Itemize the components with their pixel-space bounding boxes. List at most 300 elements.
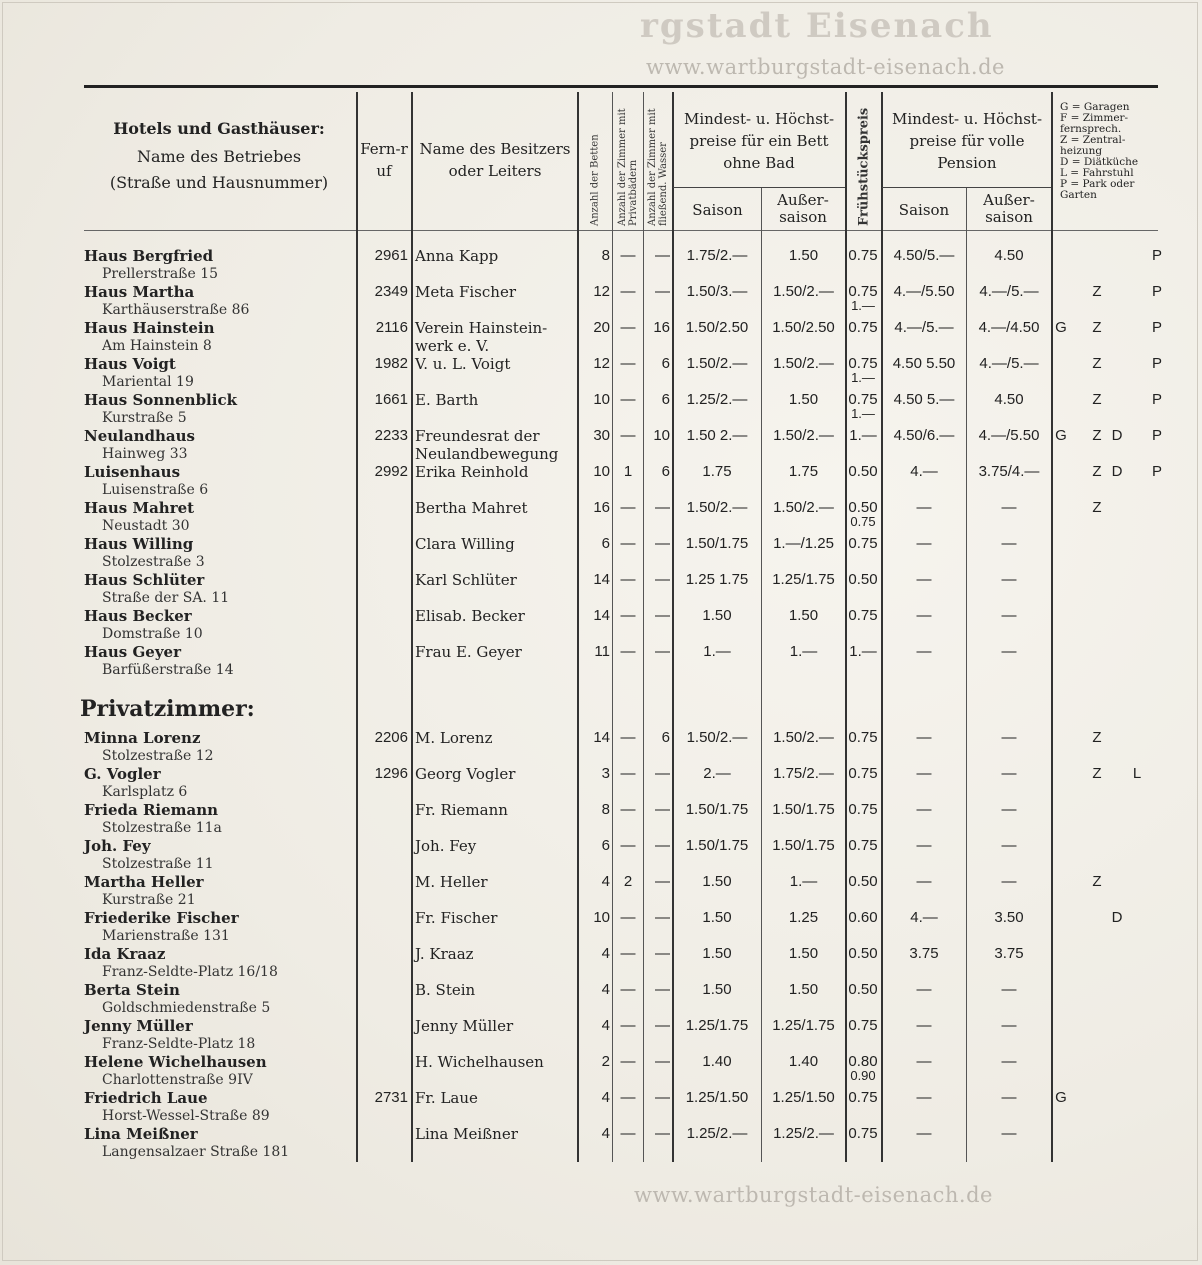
cell-p: P: [1151, 427, 1162, 444]
cell-beds: 10: [593, 463, 610, 480]
cell-fr: 0.50: [848, 463, 878, 480]
cell-z: Z: [1092, 765, 1102, 782]
cell-owner: E. Barth: [415, 391, 479, 409]
cell-ba: 1.50/1.75: [772, 837, 835, 854]
cell-p: P: [1151, 355, 1162, 372]
cell-beds: 30: [593, 427, 610, 444]
cell-ba: 1.75/2.—: [773, 765, 834, 782]
cell-name: Friederike Fischer: [84, 909, 239, 927]
cell-beds: 14: [593, 607, 610, 624]
cell-fr: 0.75: [848, 1125, 878, 1142]
cell-bath: —: [620, 837, 636, 854]
cell-bath: 1: [623, 463, 633, 480]
cell-bs: 1.50/3.—: [686, 283, 748, 300]
cell-tel: 2233: [374, 427, 408, 444]
cell-owner-line2: werk e. V.: [415, 337, 490, 355]
cell-bs: 1.25/1.75: [685, 1017, 749, 1034]
cell-name: Haus Voigt: [84, 355, 176, 373]
cell-ps: —: [916, 801, 932, 818]
cell-owner: Erika Reinhold: [415, 463, 529, 481]
cell-ps: 4.50 5.—: [893, 391, 955, 408]
cell-ps: 4.—: [910, 909, 938, 926]
header-prices-bed: Mindest- u. Höchst-preise für ein Bett ohne Bad: [683, 110, 835, 172]
cell-d: D: [1111, 909, 1123, 926]
cell-owner: Anna Kapp: [415, 247, 499, 265]
cell-ps: —: [916, 607, 932, 624]
cell-z: Z: [1092, 427, 1102, 444]
cell-ps: 4.50 5.50: [892, 355, 956, 372]
cell-g: G: [1055, 319, 1067, 336]
cell-owner: Fr. Riemann: [415, 801, 508, 819]
cell-fr: 0.50: [848, 499, 878, 516]
cell-ba: 1.50/2.—: [773, 499, 834, 516]
cell-name: Haus Sonnenblick: [84, 391, 237, 409]
cell-owner: Freundesrat der: [415, 427, 540, 445]
cell-ps: —: [916, 765, 932, 782]
cell-name: Lina Meißner: [84, 1125, 198, 1143]
cell-name: Haus Schlüter: [84, 571, 205, 589]
cell-name: Friedrich Laue: [84, 1089, 208, 1107]
legend-item: P = Park oder Garten: [1060, 178, 1135, 201]
cell-pa: —: [1001, 607, 1017, 624]
header-wasser: Anzahl der Zimmer mit fließend. Wasser: [647, 108, 669, 226]
cell-ba: 1.50/2.—: [773, 283, 834, 300]
cell-p: P: [1151, 283, 1162, 300]
legend-item: L = Fahrstuhl: [1060, 167, 1134, 179]
cell-tel: 2206: [374, 729, 408, 746]
cell-fr: 0.80: [848, 1053, 878, 1070]
header-ausser: Außer-saison: [777, 191, 829, 226]
cell-ba: 1.25/1.75: [772, 571, 835, 588]
legend-item: F = Zimmer-fernsprech.: [1060, 112, 1129, 135]
cell-tel: 1982: [374, 355, 408, 372]
cell-bath: —: [620, 729, 636, 746]
cell-ps: —: [916, 643, 932, 660]
cell-water: —: [655, 801, 670, 818]
cell-ps: 4.—: [910, 463, 938, 480]
header-ausser: Außer-saison: [983, 191, 1035, 226]
cell-ps: —: [916, 837, 932, 854]
cell-bath: —: [620, 981, 636, 998]
cell-fr: 0.75: [848, 729, 878, 746]
table-top-rule: [84, 85, 1158, 88]
cell-tel: 2992: [374, 463, 408, 480]
cell-z: Z: [1092, 355, 1102, 372]
cell-bath: —: [620, 801, 636, 818]
cell-g: G: [1055, 1089, 1067, 1106]
cell-ps: —: [916, 873, 932, 890]
cell-p: P: [1151, 391, 1162, 408]
cell-ps: —: [916, 571, 932, 588]
cell-fr: 0.75: [848, 283, 878, 300]
watermark-top: www.wartburgstadt-eisenach.de: [646, 55, 1005, 79]
cell-beds: 2: [601, 1053, 610, 1070]
cell-name: Helene Wichelhausen: [84, 1053, 267, 1071]
header-saison: Saison: [692, 201, 743, 219]
cell-beds: 4: [601, 945, 610, 962]
cell-fr-alt: 0.75: [850, 514, 876, 529]
cell-address: Franz-Seldte-Platz 16/18: [102, 964, 278, 980]
cell-ps: —: [916, 981, 932, 998]
cell-ba: 1.50: [788, 247, 819, 264]
cell-owner: V. u. L. Voigt: [415, 355, 511, 373]
cell-fr: 0.75: [848, 837, 878, 854]
cell-fr: 0.75: [848, 319, 878, 336]
cell-water: —: [655, 981, 670, 998]
cell-ba: 1.50/2.—: [773, 427, 834, 444]
cell-water: —: [655, 247, 670, 264]
cell-bath: —: [620, 499, 636, 516]
cell-beds: 14: [593, 571, 610, 588]
cell-pa: 4.—/5.50: [978, 427, 1040, 444]
cell-owner: Jenny Müller: [415, 1017, 514, 1035]
cell-water: —: [655, 499, 670, 516]
cell-bs: 1.50/2.—: [686, 499, 748, 516]
cell-beds: 4: [601, 1125, 610, 1142]
cell-beds: 10: [593, 909, 610, 926]
cell-owner-line2: Neulandbewegung: [415, 445, 559, 463]
cell-fr: 0.75: [848, 1017, 878, 1034]
cell-ps: 4.50/5.—: [893, 247, 955, 264]
cell-water: —: [655, 837, 670, 854]
cell-bs: 1.25 1.75: [685, 571, 749, 588]
cell-owner: Lina Meißner: [415, 1125, 518, 1143]
cell-fr: 0.75: [848, 247, 878, 264]
cell-address: Domstraße 10: [102, 626, 203, 642]
cell-bath: —: [620, 1017, 636, 1034]
cell-tel: 1296: [374, 765, 408, 782]
cell-bath: —: [620, 571, 636, 588]
legend-item: D = Diätküche: [1060, 156, 1139, 168]
cell-pa: —: [1001, 499, 1017, 516]
header-title-line: (Straße und Hausnummer): [109, 173, 329, 192]
cell-owner: Georg Vogler: [415, 765, 516, 783]
cell-address: Karlsplatz 6: [102, 784, 188, 800]
cell-pa: —: [1001, 643, 1017, 660]
cell-owner: M. Heller: [415, 873, 488, 891]
cell-owner: M. Lorenz: [415, 729, 493, 747]
cell-name: Haus Becker: [84, 607, 192, 625]
cell-name: Jenny Müller: [84, 1017, 193, 1035]
cell-address: Kurstraße 21: [102, 892, 196, 908]
cell-bath: —: [620, 427, 636, 444]
cell-name: Neulandhaus: [84, 427, 195, 445]
cell-beds: 4: [601, 1017, 610, 1034]
cell-owner: B. Stein: [415, 981, 476, 999]
cell-ps: 4.—/5.50: [893, 283, 955, 300]
cell-fr: 0.75: [848, 765, 878, 782]
cell-water: —: [655, 1089, 670, 1106]
cell-water: 6: [661, 729, 670, 746]
cell-ba: 1.25/2.—: [773, 1125, 834, 1142]
cell-fr: 0.75: [848, 801, 878, 818]
cell-owner: Fr. Laue: [415, 1089, 478, 1107]
cell-bath: —: [620, 1053, 636, 1070]
cell-bs: 1.25/2.—: [686, 1125, 748, 1142]
cell-bs: 1.50: [702, 981, 732, 998]
cell-owner: J. Kraaz: [415, 945, 474, 963]
cell-pa: —: [1001, 729, 1017, 746]
cell-z: Z: [1092, 729, 1102, 746]
cell-bs: 1.—: [703, 643, 731, 660]
cell-pa: 4.50: [994, 247, 1024, 264]
cell-address: Luisenstraße 6: [102, 482, 209, 498]
cell-p: P: [1151, 463, 1162, 480]
cell-bath: —: [620, 319, 636, 336]
cell-address: Karthäuserstraße 86: [102, 302, 250, 318]
cell-l: L: [1132, 765, 1142, 782]
header-prices-pension: Mindest- u. Höchst-preise für volle Pension: [891, 110, 1043, 172]
cell-bath: —: [620, 283, 636, 300]
cell-bath: —: [620, 247, 636, 264]
cell-p: P: [1151, 247, 1162, 264]
cell-address: Langensalzaer Straße 181: [102, 1144, 290, 1160]
cell-fr: 0.75: [848, 607, 878, 624]
cell-fr-alt: 1.—: [851, 406, 875, 421]
header-title-line: Name des Betriebes: [136, 147, 302, 166]
cell-pa: 3.50: [994, 909, 1024, 926]
header-betten: Anzahl der Betten: [589, 134, 601, 226]
cell-pa: —: [1001, 765, 1017, 782]
cell-ba: 1.50: [788, 981, 819, 998]
cell-bath: —: [620, 765, 636, 782]
cell-water: 6: [661, 355, 670, 372]
cell-z: Z: [1092, 873, 1102, 890]
cell-name: Frieda Riemann: [84, 801, 219, 819]
cell-water: —: [655, 945, 670, 962]
cell-ps: —: [916, 1053, 932, 1070]
cell-name: Ida Kraaz: [84, 945, 166, 963]
cell-beds: 3: [601, 765, 610, 782]
cell-bs: 1.40: [702, 1053, 732, 1070]
legend-item: G = Garagen: [1060, 101, 1130, 113]
cell-owner: Bertha Mahret: [415, 499, 528, 517]
cell-ps: —: [916, 535, 932, 552]
col-rule: [411, 92, 413, 1162]
cell-z: Z: [1092, 499, 1102, 516]
ghost-title: rgstadt Eisenach: [640, 6, 994, 46]
cell-bath: —: [620, 643, 636, 660]
cell-fr: 0.50: [848, 945, 878, 962]
cell-ps: —: [916, 729, 932, 746]
cell-bs: 1.75/2.—: [686, 247, 748, 264]
cell-bath: —: [620, 391, 636, 408]
cell-ba: 1.25: [788, 909, 819, 926]
cell-beds: 6: [601, 837, 610, 854]
cell-ba: 1.—: [789, 873, 818, 890]
header-bottom-rule: [84, 230, 1158, 231]
cell-pa: —: [1001, 1053, 1017, 1070]
cell-water: —: [655, 1017, 670, 1034]
cell-name: Martha Heller: [84, 873, 204, 891]
cell-ba: 1.50: [788, 607, 819, 624]
cell-address: Stolzestraße 12: [102, 748, 214, 764]
cell-water: —: [655, 1053, 670, 1070]
cell-tel: 2349: [374, 283, 408, 300]
cell-bs: 1.25/2.—: [686, 391, 748, 408]
cell-g: G: [1055, 427, 1067, 444]
cell-name: Joh. Fey: [84, 837, 151, 855]
cell-d: D: [1111, 463, 1123, 480]
cell-beds: 12: [593, 355, 610, 372]
cell-water: —: [655, 607, 670, 624]
cell-address: Neustadt 30: [102, 518, 190, 534]
cell-bs: 1.25/1.50: [685, 1089, 749, 1106]
header-fruehstueck: Frühstückspreis: [856, 107, 872, 226]
cell-address: Goldschmiedenstraße 5: [102, 1000, 271, 1016]
cell-ps: —: [916, 1017, 932, 1034]
cell-bs: 1.50/2.—: [686, 355, 748, 372]
cell-name: Haus Geyer: [84, 643, 181, 661]
cell-bs: 1.75: [702, 463, 732, 480]
cell-name: Luisenhaus: [84, 463, 181, 481]
cell-owner: Joh. Fey: [415, 837, 477, 855]
cell-address: Prellerstraße 15: [102, 266, 219, 282]
cell-address: Charlottenstraße 9IV: [102, 1072, 253, 1088]
cell-water: —: [655, 535, 670, 552]
subheader-rule: [882, 187, 1051, 188]
cell-fr: 0.75: [848, 355, 878, 372]
cell-beds: 4: [601, 1089, 610, 1106]
cell-ba: 1.—/1.25: [773, 535, 834, 552]
cell-tel: 1661: [374, 391, 408, 408]
cell-name: Haus Willing: [84, 535, 194, 553]
cell-address: Franz-Seldte-Platz 18: [102, 1036, 256, 1052]
cell-beds: 4: [601, 873, 610, 890]
cell-pa: —: [1001, 873, 1017, 890]
cell-owner: H. Wichelhausen: [415, 1053, 544, 1071]
cell-fr-alt: 1.—: [851, 298, 875, 313]
section-privatzimmer: Privatzimmer:: [80, 696, 255, 722]
cell-ps: —: [916, 499, 932, 516]
cell-water: 16: [653, 319, 670, 336]
cell-beds: 8: [601, 247, 610, 264]
legend-item: Z = Zentral-heizung: [1060, 134, 1126, 157]
cell-water: —: [655, 1125, 670, 1142]
cell-pa: 3.75/4.—: [978, 463, 1040, 480]
cell-address: Barfüßerstraße 14: [102, 662, 234, 678]
cell-ba: 1.50/2.50: [772, 319, 835, 336]
cell-owner: Meta Fischer: [415, 283, 516, 301]
cell-water: 6: [661, 463, 670, 480]
cell-water: —: [655, 643, 670, 660]
header-title: [84, 118, 354, 194]
header-saison: Saison: [898, 201, 950, 219]
cell-pa: —: [1001, 1125, 1017, 1142]
cell-owner: Clara Willing: [415, 535, 515, 553]
cell-address: Straße der SA. 11: [102, 590, 230, 606]
cell-bs: 2.—: [703, 765, 731, 782]
cell-bath: —: [620, 1089, 636, 1106]
cell-bs: 1.50: [702, 873, 732, 890]
col-rule: [577, 92, 579, 1162]
cell-bath: 2: [623, 873, 633, 890]
cell-address: Stolzestraße 11: [102, 856, 214, 872]
cell-p: P: [1151, 319, 1162, 336]
cell-address: Kurstraße 5: [102, 410, 187, 426]
cell-name: Haus Hainstein: [84, 319, 215, 337]
cell-beds: 10: [593, 391, 610, 408]
cell-fr: 0.75: [848, 391, 878, 408]
cell-name: Minna Lorenz: [84, 729, 201, 747]
cell-bs: 1.50: [702, 607, 732, 624]
cell-beds: 6: [601, 535, 610, 552]
cell-water: —: [655, 765, 670, 782]
cell-address: Horst-Wessel-Straße 89: [102, 1108, 270, 1124]
cell-name: Haus Bergfried: [84, 247, 214, 265]
cell-owner: Karl Schlüter: [415, 571, 517, 589]
cell-bath: —: [620, 607, 636, 624]
cell-water: 6: [661, 391, 670, 408]
cell-pa: 4.50: [994, 391, 1024, 408]
cell-owner: Elisab. Becker: [415, 607, 525, 625]
cell-bs: 1.50: [702, 945, 732, 962]
header-title-line: Hotels und Gasthäuser:: [113, 119, 325, 138]
cell-address: Am Hainstein 8: [102, 338, 212, 354]
cell-ba: 1.75: [788, 463, 819, 480]
cell-owner: Fr. Fischer: [415, 909, 498, 927]
watermark-bottom: www.wartburgstadt-eisenach.de: [634, 1183, 993, 1207]
cell-ba: 1.—: [789, 643, 818, 660]
subheader-rule: [673, 187, 845, 188]
cell-beds: 16: [593, 499, 610, 516]
cell-pa: —: [1001, 571, 1017, 588]
cell-name: Haus Mahret: [84, 499, 195, 517]
cell-tel: 2731: [374, 1089, 408, 1106]
cell-beds: 11: [594, 643, 610, 660]
cell-bs: 1.50/2.50: [685, 319, 749, 336]
cell-bs: 1.50/1.75: [685, 801, 749, 818]
cell-z: Z: [1092, 319, 1102, 336]
cell-pa: —: [1001, 535, 1017, 552]
cell-water: —: [655, 873, 670, 890]
cell-pa: 4.—/5.—: [979, 283, 1039, 300]
col-rule: [1051, 92, 1053, 1162]
cell-ba: 1.50/2.—: [773, 355, 834, 372]
cell-pa: 4.—/5.—: [979, 355, 1039, 372]
cell-fr: 0.50: [848, 873, 878, 890]
cell-ba: 1.25/1.75: [772, 1017, 835, 1034]
cell-beds: 8: [601, 801, 610, 818]
cell-bs: 1.50/1.75: [685, 535, 749, 552]
cell-fr: 0.50: [848, 981, 878, 998]
cell-fr: 0.60: [848, 909, 878, 926]
cell-water: 10: [653, 427, 670, 444]
cell-fr: 1.—: [849, 427, 877, 444]
cell-fr-alt: 0.90: [850, 1068, 876, 1083]
cell-address: Marienstraße 131: [102, 928, 230, 944]
cell-d: D: [1111, 427, 1123, 444]
cell-beds: 14: [593, 729, 610, 746]
cell-ba: 1.50/2.—: [773, 729, 834, 746]
cell-z: Z: [1092, 391, 1102, 408]
cell-water: —: [655, 571, 670, 588]
cell-ba: 1.40: [788, 1053, 819, 1070]
cell-ba: 1.50: [788, 391, 819, 408]
cell-pa: 3.75: [994, 945, 1024, 962]
cell-owner: Frau E. Geyer: [415, 643, 522, 661]
cell-water: —: [655, 909, 670, 926]
header-owner: Name des Besitzers oder Leiters: [419, 140, 571, 180]
cell-fr: 0.50: [848, 571, 878, 588]
cell-name: Berta Stein: [84, 981, 180, 999]
cell-ps: 4.—/5.—: [894, 319, 954, 336]
cell-ps: 3.75: [909, 945, 939, 962]
cell-bath: —: [620, 945, 636, 962]
cell-ps: —: [916, 1089, 932, 1106]
cell-address: Mariental 19: [102, 374, 194, 390]
cell-bath: —: [620, 355, 636, 372]
